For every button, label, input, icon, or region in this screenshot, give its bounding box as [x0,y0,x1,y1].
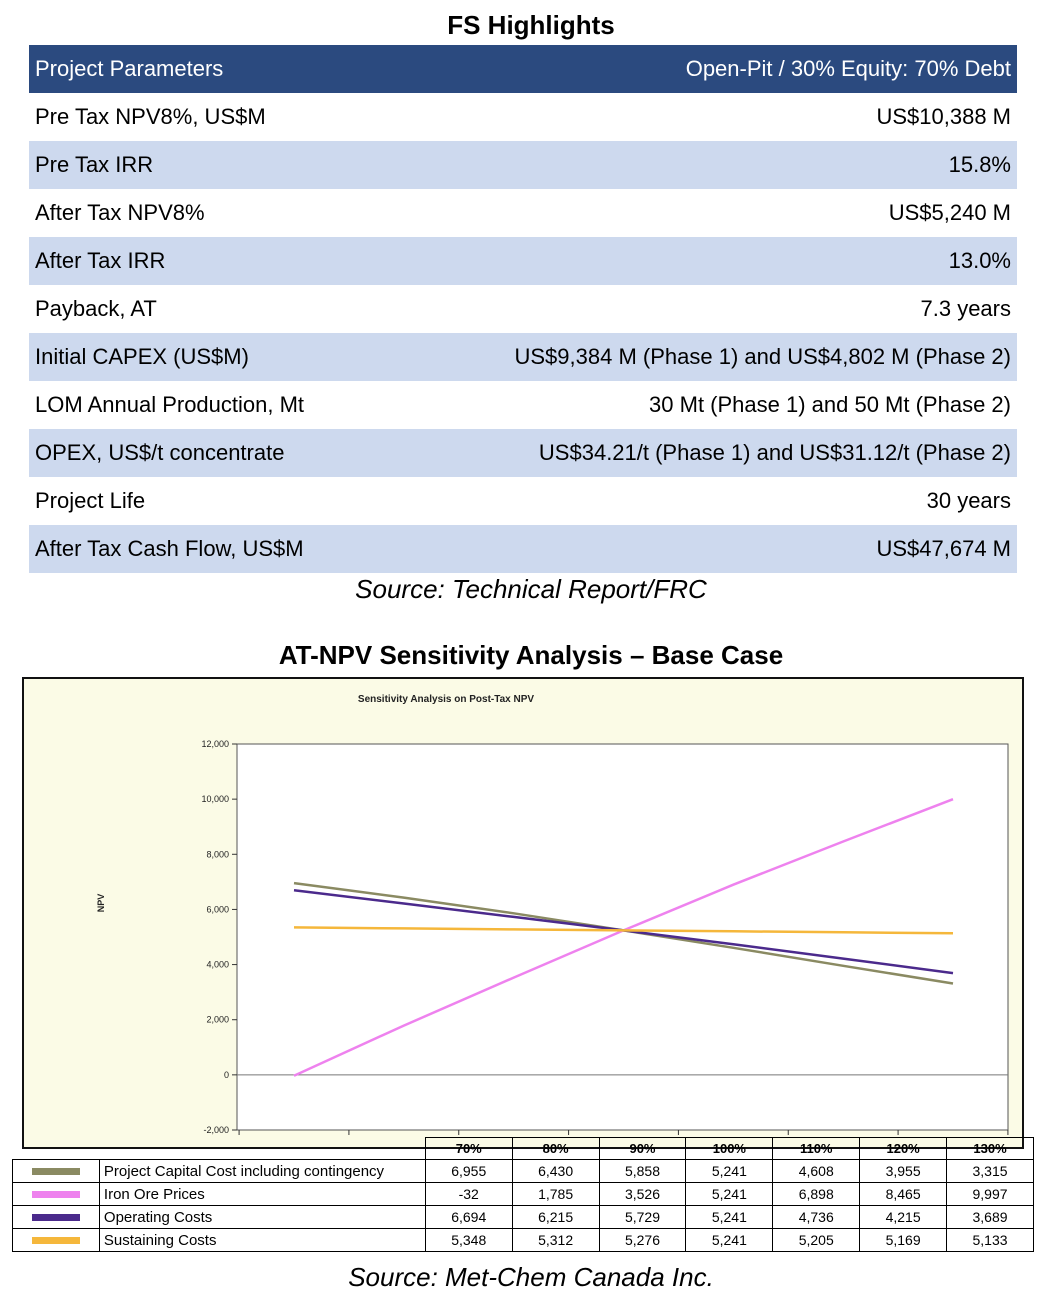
y-tick-label: 6,000 [206,904,229,915]
data-value: 3,526 [599,1183,686,1206]
row-value: US$5,240 M [888,200,1011,225]
data-value: 6,215 [512,1206,599,1229]
data-value: 5,241 [686,1229,773,1252]
sensitivity-data-table [12,1137,1034,1252]
y-tick-label: 10,000 [201,794,229,805]
data-value: 6,955 [425,1160,512,1183]
row-label: After Tax Cash Flow, US$M [29,525,381,573]
legend-swatch [32,1214,80,1221]
category-header: 130% [947,1138,1034,1160]
row-value: US$10,388 M [876,104,1011,129]
row-value: 13.0% [381,237,1017,285]
y-tick-label: 4,000 [206,959,229,970]
legend-swatch-cell [13,1206,100,1229]
data-table-row [13,1229,1034,1252]
category-header: 70% [425,1138,512,1160]
category-header: 90% [599,1138,686,1160]
y-tick-label: 12,000 [201,739,229,749]
row-label: Payback, AT [35,296,157,321]
data-value: 8,465 [860,1183,947,1206]
data-value: 4,215 [860,1206,947,1229]
header-value: Open-Pit / 30% Equity: 70% Debt [381,45,1017,93]
highlights-title: FS Highlights [447,10,615,40]
row-label: OPEX, US$/t concentrate [29,429,381,477]
legend-swatch-cell [13,1160,100,1183]
row-value: 30 Mt (Phase 1) and 50 Mt (Phase 2) [649,392,1011,417]
highlights-source: Source: Technical Report/FRC [355,574,707,604]
legend-swatch [32,1168,80,1175]
y-axis-label: NPV [96,893,106,913]
series-name: Project Capital Cost including contingency [99,1160,425,1183]
legend-swatch-cell [13,1229,100,1252]
data-value: 5,348 [425,1229,512,1252]
data-value: 6,430 [512,1160,599,1183]
data-value: 9,997 [947,1183,1034,1206]
row-label: Pre Tax NPV8%, US$M [35,104,266,129]
data-value: 5,276 [599,1229,686,1252]
series-name: Iron Ore Prices [99,1183,425,1206]
category-header: 120% [860,1138,947,1160]
plot-area [237,744,1008,1130]
data-value: 5,241 [686,1183,773,1206]
row-value: 15.8% [381,141,1017,189]
category-header: 100% [686,1138,773,1160]
data-value: 5,205 [773,1229,860,1252]
row-label: LOM Annual Production, Mt [35,392,305,417]
data-value: 5,241 [686,1206,773,1229]
legend-swatch [32,1237,80,1244]
data-value: 4,608 [773,1160,860,1183]
category-header: 80% [512,1138,599,1160]
row-label: Project Life [35,488,146,513]
legend-swatch [32,1191,80,1198]
legend-swatch-cell [13,1183,100,1206]
data-value: 4,736 [773,1206,860,1229]
row-value: 30 years [926,488,1011,513]
data-value: 5,312 [512,1229,599,1252]
row-label: Pre Tax IRR [29,141,381,189]
data-value: 5,858 [599,1160,686,1183]
y-tick-label: 8,000 [206,849,229,860]
data-value: 3,689 [947,1206,1034,1229]
data-value: 6,898 [773,1183,860,1206]
header-label: Project Parameters [29,45,381,93]
data-value: 3,955 [860,1160,947,1183]
sensitivity-source: Source: Met-Chem Canada Inc. [348,1262,714,1292]
data-value: 6,694 [425,1206,512,1229]
row-label: After Tax NPV8% [35,200,205,225]
y-tick-label: -2,000 [203,1125,229,1135]
data-value: 5,169 [860,1229,947,1252]
row-value: US$34.21/t (Phase 1) and US$31.12/t (Phase 2) [381,429,1017,477]
row-value: US$9,384 M (Phase 1) and US$4,802 M (Phase 2) [381,333,1017,381]
data-table-row [13,1183,1034,1206]
data-value: -32 [425,1183,512,1206]
y-tick-label: 0 [223,1069,229,1080]
y-tick-label: 2,000 [206,1014,229,1025]
data-value: 5,133 [947,1229,1034,1252]
series-name: Operating Costs [99,1206,425,1229]
series-name: Sustaining Costs [99,1229,425,1252]
data-table-row [13,1206,1034,1229]
row-value: 7.3 years [920,296,1011,321]
data-value: 5,241 [686,1160,773,1183]
row-label: Initial CAPEX (US$M) [29,333,381,381]
sensitivity-heading: AT-NPV Sensitivity Analysis – Base Case [278,640,784,670]
data-value: 5,729 [599,1206,686,1229]
data-table-row [13,1160,1034,1183]
data-value: 1,785 [512,1183,599,1206]
data-table-header [13,1138,1034,1160]
chart-title: Sensitivity Analysis on Post-Tax NPV [357,694,535,705]
data-value: 3,315 [947,1160,1034,1183]
row-value: US$47,674 M [381,525,1017,573]
category-header: 110% [773,1138,860,1160]
row-label: After Tax IRR [29,237,381,285]
data-table-corner [13,1138,426,1160]
